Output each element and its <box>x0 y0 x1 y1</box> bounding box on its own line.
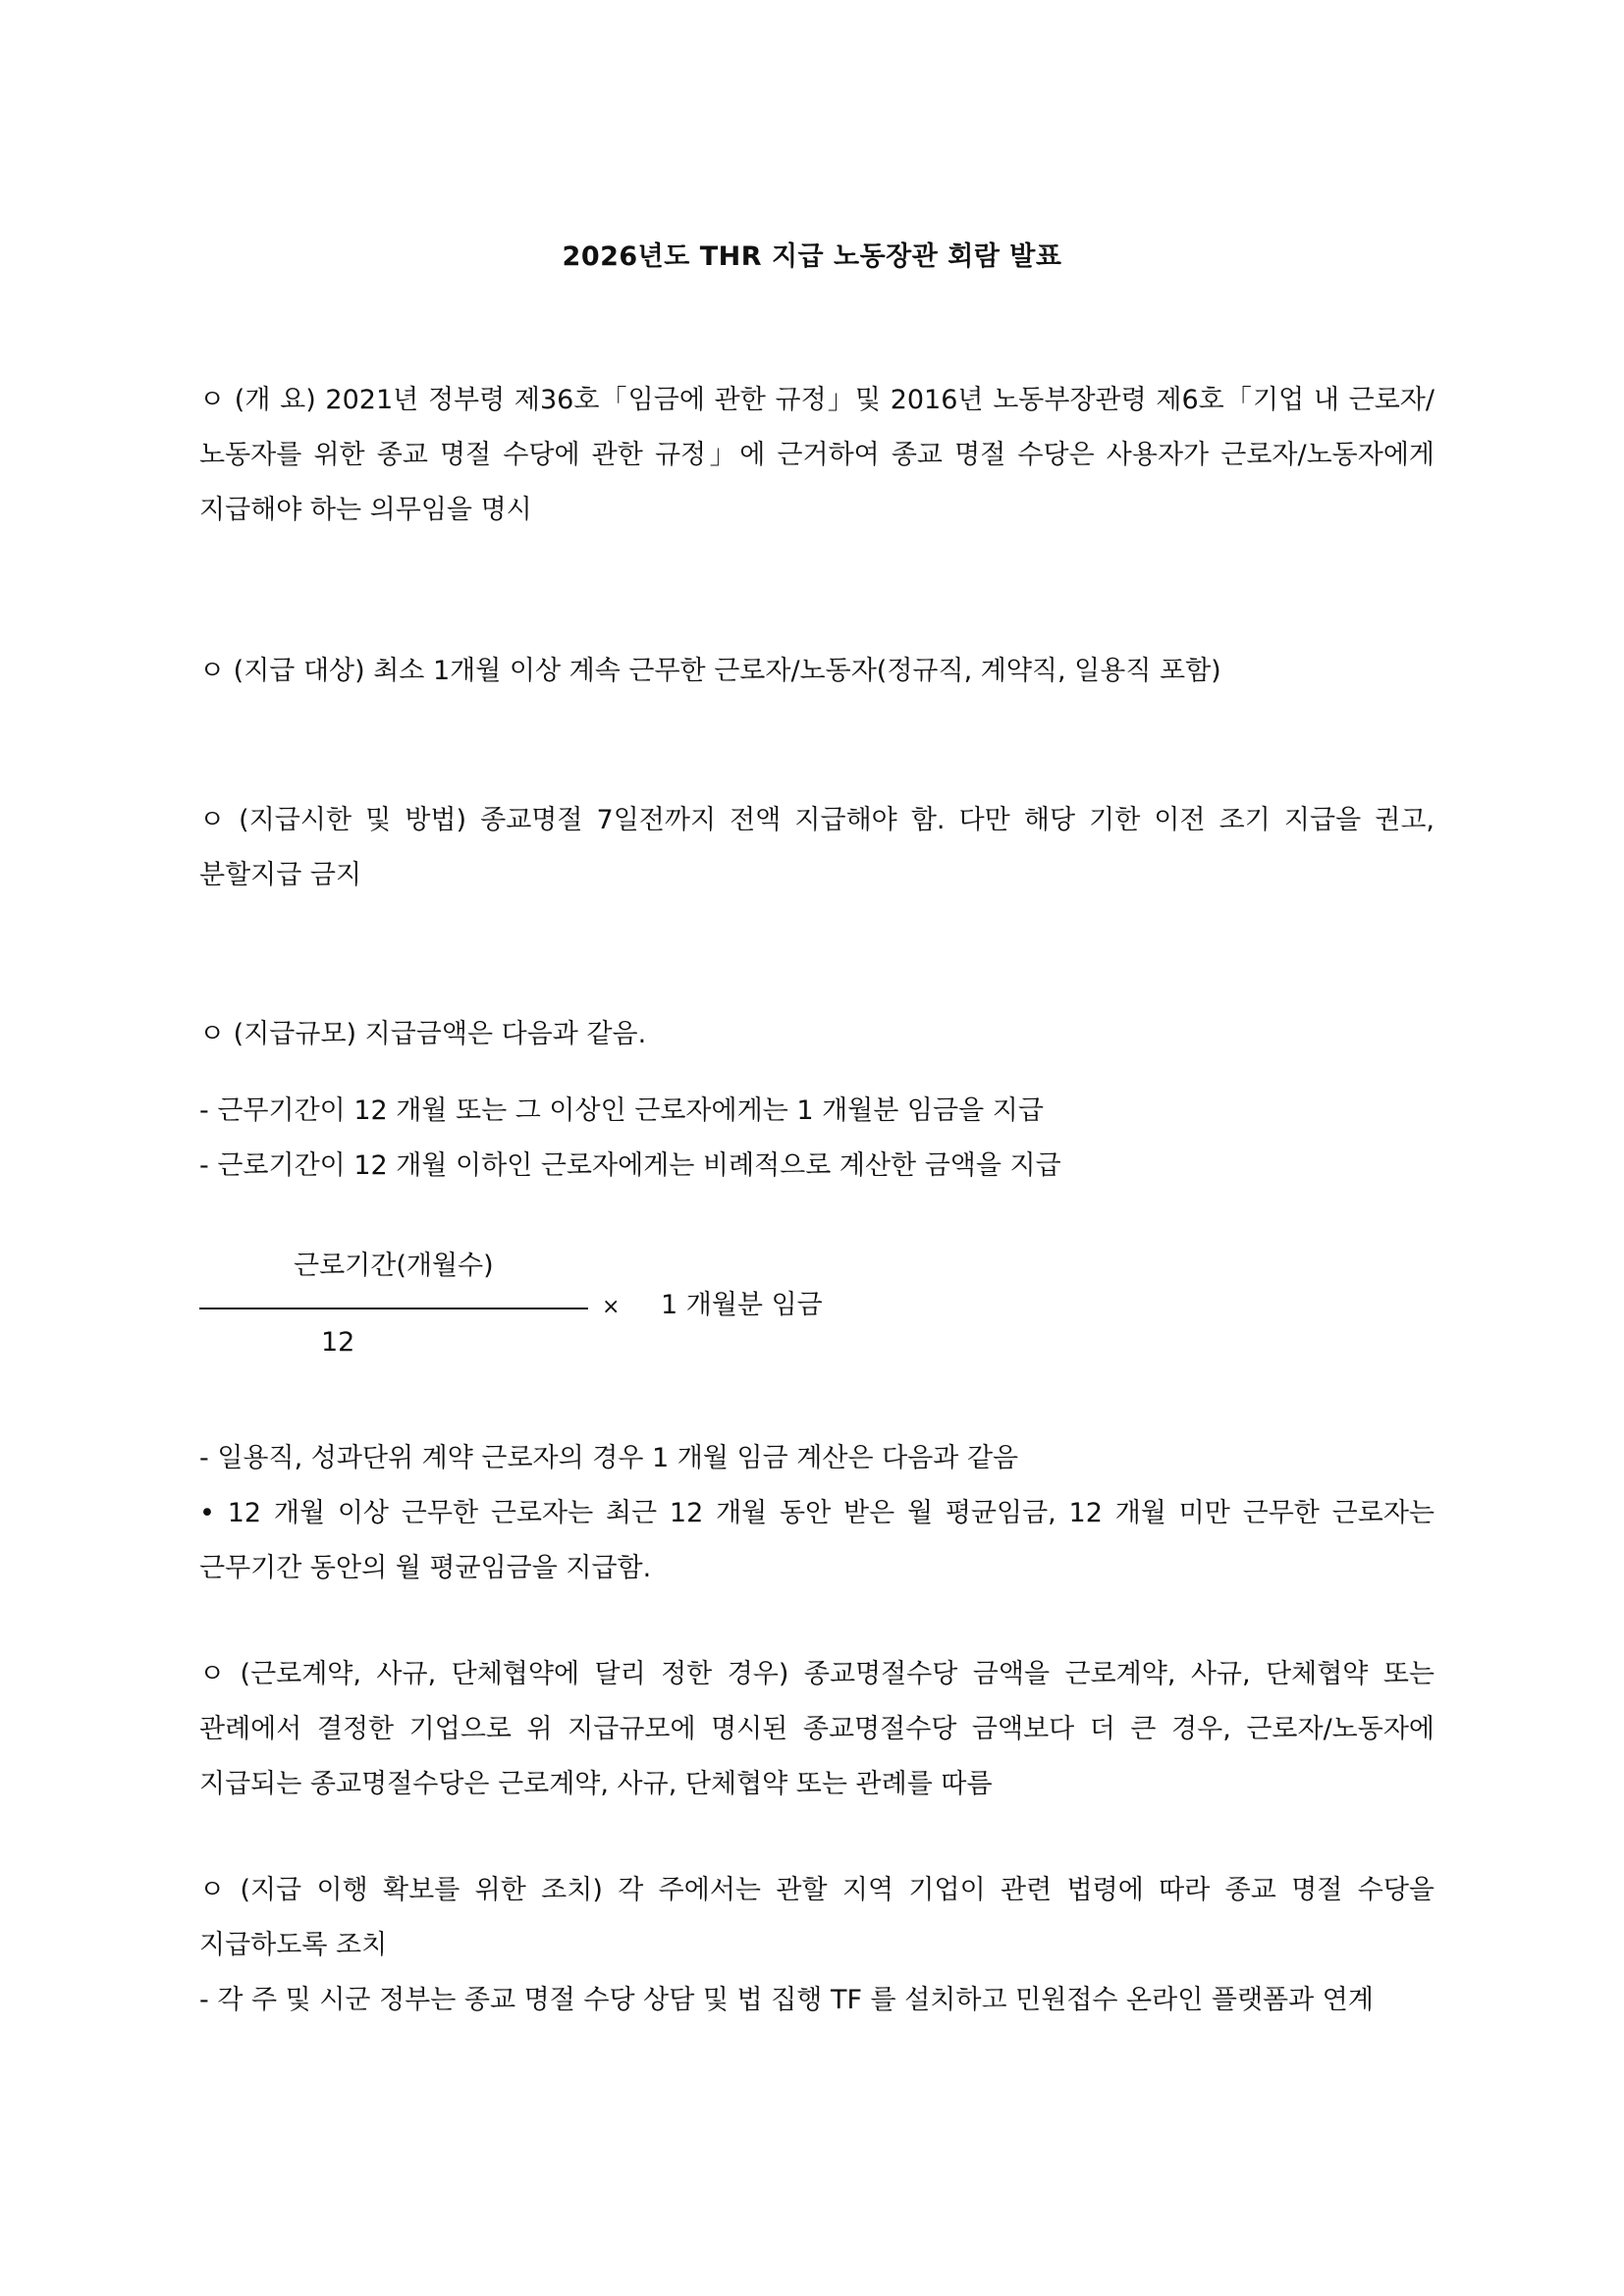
formula-numerator: 근로기간(개월수) <box>294 1251 494 1281</box>
section-overview: ㅇ (개 요) 2021년 정부령 제36호「임금에 관한 규정」및 2016년 노동부장관령 제6호「기업 내 근로자/노동자를 위한 종교 명절 수당에 관한 규정」에 근거하여 종교 명절 수당은 사용자가 근로자/노동자에게 지급해야 하는 의무임을 명시 <box>199 385 1435 525</box>
enforcement-item: - 각 주 및 시군 정부는 종교 명절 수당 상담 및 법 집행 TF 를 설치하고 민원접수 온라인 플랫폼과 연계 <box>199 1985 1374 2015</box>
formula-operator: × <box>602 1295 621 1319</box>
formula-denominator: 12 <box>321 1327 355 1358</box>
daily-worker-item: - 일용직, 성과단위 계약 근로자의 경우 1 개월 임금 계산은 다음과 같음 <box>199 1443 1019 1473</box>
section-scale-intro: ㅇ (지급규모) 지급금액은 다음과 같음. <box>199 1019 647 1049</box>
pay-formula <box>199 1245 887 1372</box>
scale-item-1: - 근무기간이 12 개월 또는 그 이상인 근로자에게는 1 개월분 임금을 지급 <box>199 1095 1044 1126</box>
formula-rhs: 1 개월분 임금 <box>661 1290 823 1320</box>
daily-worker-bullet: • 12 개월 이상 근무한 근로자는 최근 12 개월 동안 받은 월 평균임금, 12 개월 미만 근무한 근로자는 근무기간 동안의 월 평균임금을 지급함. <box>199 1498 1435 1583</box>
fraction-bar <box>199 1308 588 1309</box>
section-eligibility: ㅇ (지급 대상) 최소 1개월 이상 계속 근무한 근로자/노동자(정규직, 계약직, 일용직 포함) <box>199 656 1221 686</box>
section-enforcement: ㅇ (지급 이행 확보를 위한 조치) 각 주에서는 관할 지역 기업이 관련 법령에 따라 종교 명절 수당을 지급하도록 조치 <box>199 1875 1435 1960</box>
section-contract: ㅇ (근로계약, 사규, 단체협약에 달리 정한 경우) 종교명절수당 금액을 근로계약, 사규, 단체협약 또는 관례에서 결정한 기업으로 위 지급규모에 명시된 종교명절수당 금액보다 더 큰 경우, 근로자/노동자에 지급되는 종교명절수당은 근로계약, 사규, 단체협약 또는 관례를 따름 <box>199 1659 1435 1799</box>
document-title: 2026년도 THR 지급 노동장관 회람 발표 <box>562 241 1062 272</box>
section-timing: ㅇ (지급시한 및 방법) 종교명절 7일전까지 전액 지급해야 함. 다만 해당 기한 이전 조기 지급을 권고, 분할지급 금지 <box>199 805 1435 890</box>
scale-item-2: - 근로기간이 12 개월 이하인 근로자에게는 비례적으로 계산한 금액을 지급 <box>199 1150 1061 1181</box>
